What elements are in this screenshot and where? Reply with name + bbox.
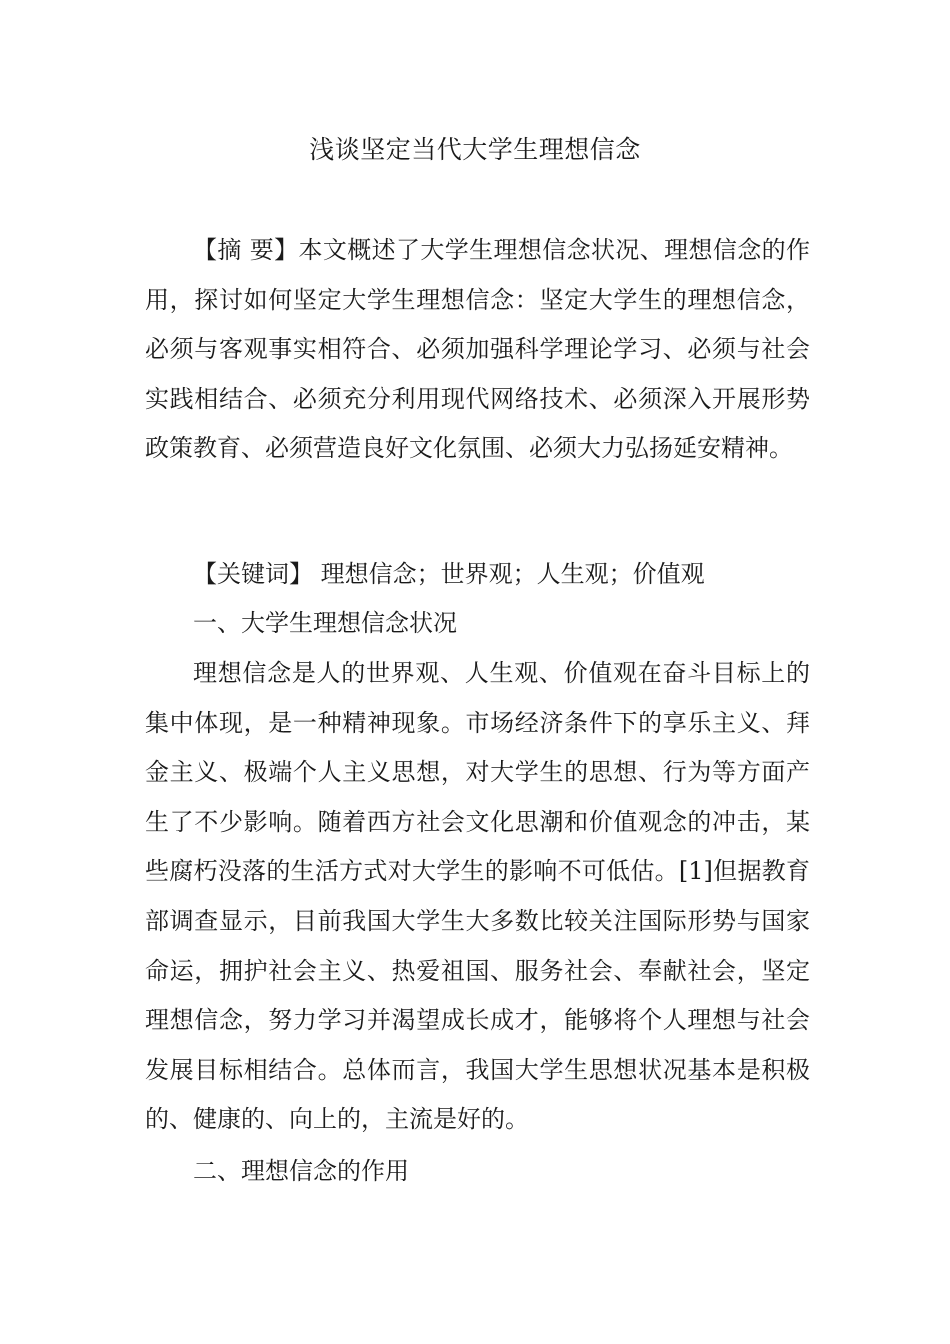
- document-title: 浅谈坚定当代大学生理想信念: [309, 135, 641, 164]
- section-heading-2: 二、理想信念的作用: [193, 1157, 409, 1185]
- keywords-line: 【关键词】 理想信念；世界观；人生观；价值观: [193, 560, 705, 588]
- section-1-paragraph: 理想信念是人的世界观、人生观、价值观在奋斗目标上的集中体现，是一种精神现象。市场经济条件下的享乐主义、拜金主义、极端个人主义思想，对大学生的思想、行为等方面产生了不少影响。随着西方社会文化思潮和价值观念的冲击，某些腐朽没落的生活方式对大学生的影响不可低估。[1]但据教育部调查显示，目前我国大学生大多数比较关注国际形势与国家命运，拥护社会主义、热爱祖国、服务社会、奉献社会，坚定理想信念，努力学习并渴望成长成才，能够将个人理想与社会发展目标相结合。总体而言，我国大学生思想状况基本是积极的、健康的、向上的，主流是好的。: [145, 659, 810, 1134]
- section-heading-1: 一、大学生理想信念状况: [193, 609, 457, 637]
- abstract-paragraph: 【摘 要】本文概述了大学生理想信念状况、理想信念的作用，探讨如何坚定大学生理想信念：坚定大学生的理想信念，必须与客观事实相符合、必须加强科学理论学习、必须与社会实践相结合、必须充分利用现代网络技术、必须深入开展形势政策教育、必须营造良好文化氛围、必须大力弘扬延安精神。: [145, 236, 810, 463]
